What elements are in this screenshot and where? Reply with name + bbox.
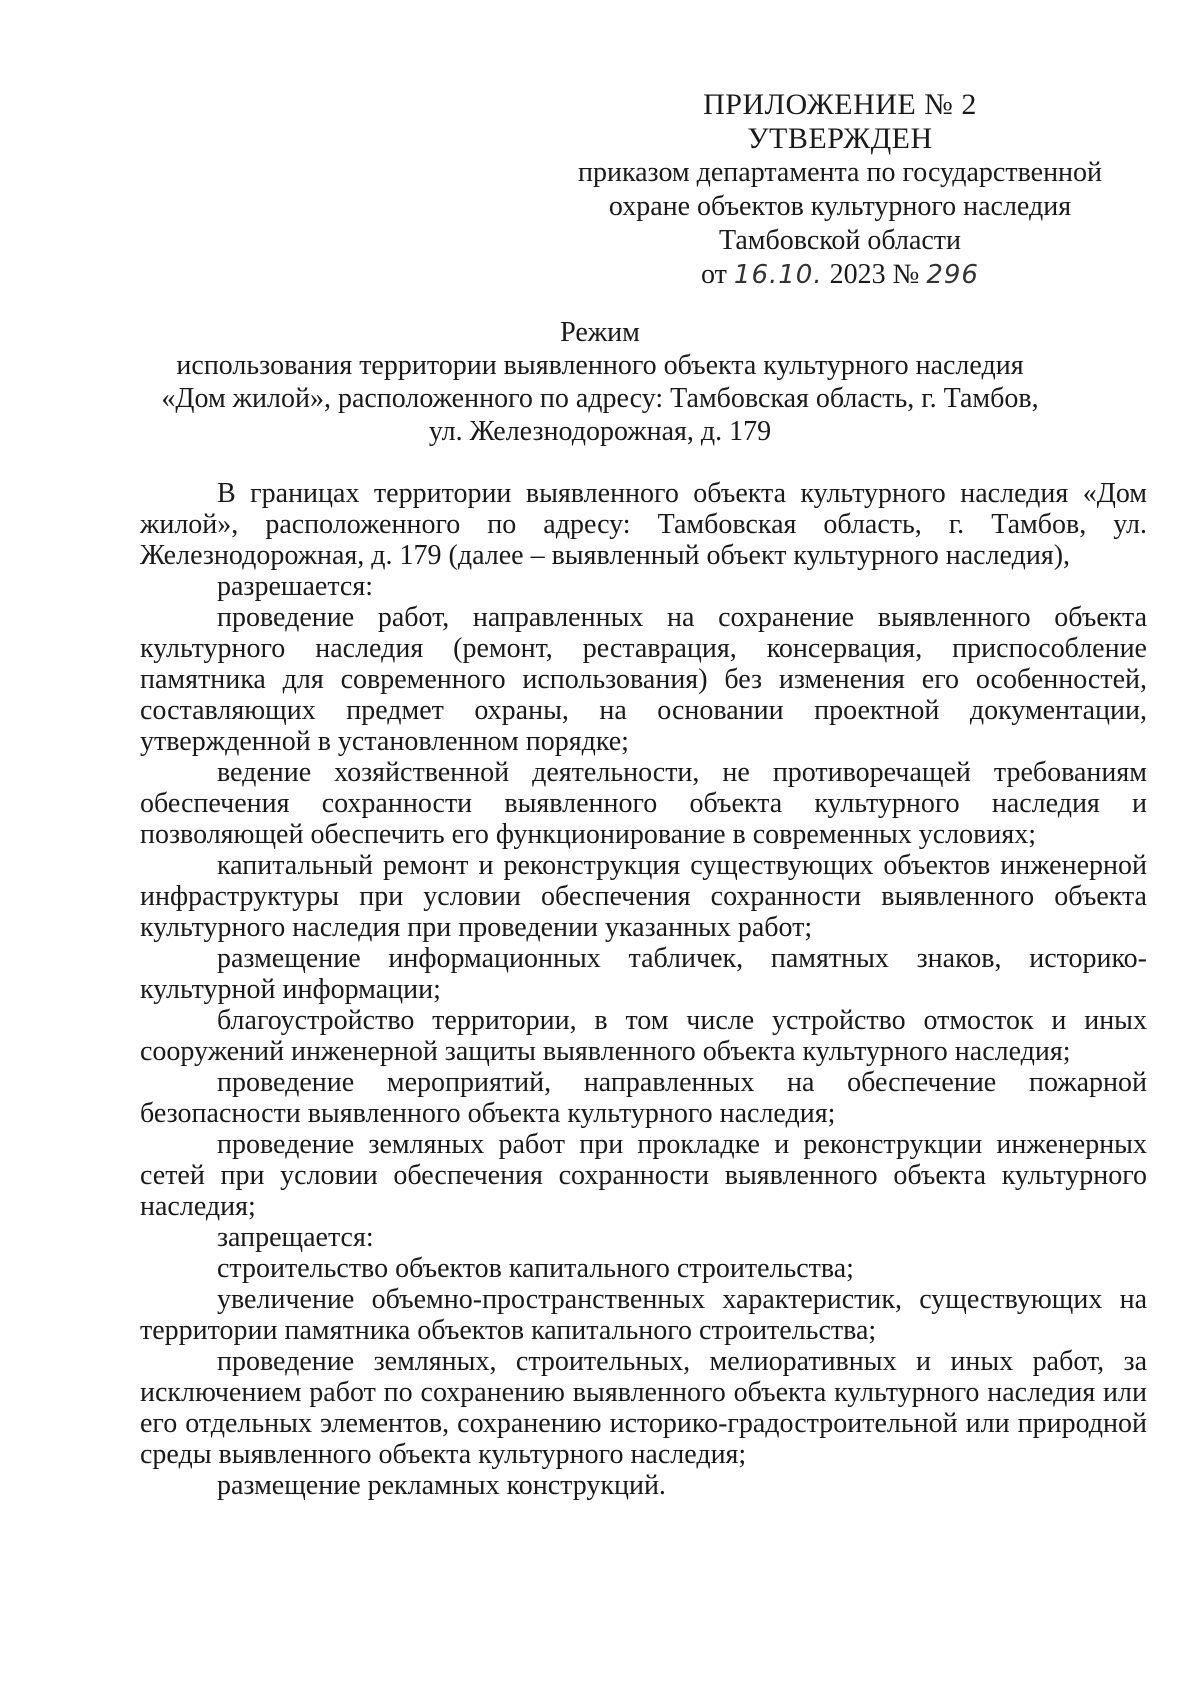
body-paragraph: размещение рекламных конструкций.: [217, 1470, 666, 1501]
body-paragraph: проведение работ, направленных на сохранение выявленного объекта культурного наследия (ремонт, реставрация, консервация, приспособление памятника для современного использования) без изменения его особенностей, составляющих предмет охраны, на основании проектной документации, утвержденной в установленном порядке;: [140, 602, 1147, 757]
body-paragraph: размещение информационных табличек, памятных знаков, историко-культурной информации;: [140, 943, 1147, 1005]
body-paragraph: строительство объектов капитального строительства;: [217, 1253, 854, 1284]
approval-line-3: Тамбовской области: [718, 225, 962, 256]
body-paragraph: проведение земляных работ при прокладке и реконструкции инженерных сетей при условии обеспечения сохранности выявленного объекта культурного наследия;: [140, 1129, 1147, 1222]
approved-label: УТВЕРЖДЕН: [747, 122, 933, 155]
body-paragraph: В границах территории выявленного объекта культурного наследия «Дом жилой», расположенного по адресу: Тамбовская область, г. Тамбов, ул. Железнодорожная, д. 179 (далее – выявленный объект культурного наследия),: [140, 478, 1147, 571]
title-line-1: Режим: [560, 317, 640, 348]
body-paragraph: благоустройство территории, в том числе устройство отмосток и иных сооружений инженерной защиты выявленного объекта культурного наследия;: [140, 1005, 1147, 1067]
body-paragraph: запрещается:: [217, 1222, 374, 1253]
handwritten-number: 296: [926, 260, 979, 290]
body-paragraph: ведение хозяйственной деятельности, не противоречащей требованиям обеспечения сохранности выявленного объекта культурного наследия и позволяющей обеспечить его функционирование в современных условиях;: [140, 757, 1147, 850]
handwritten-date: 16.10.: [733, 260, 823, 290]
document-body: [140, 478, 1147, 1501]
approval-date-line: [560, 258, 1120, 292]
body-paragraph: капитальный ремонт и реконструкция существующих объектов инженерной инфраструктуры при условии обеспечения сохранности выявленного объекта культурного наследия при проведении указанных работ;: [140, 850, 1147, 943]
body-paragraph: увеличение объемно-пространственных характеристик, существующих на территории памятника объектов капитального строительства;: [140, 1284, 1147, 1346]
body-paragraph: разрешается:: [217, 571, 373, 602]
date-year: 2023 №: [829, 259, 920, 290]
body-paragraph: проведение мероприятий, направленных на обеспечение пожарной безопасности выявленного объекта культурного наследия;: [140, 1067, 1147, 1129]
document-title: [140, 316, 1060, 448]
date-prefix: от: [701, 259, 727, 290]
title-line-2: использования территории выявленного объекта культурного наследия: [176, 350, 1024, 381]
title-line-3: «Дом жилой», расположенного по адресу: Тамбовская область, г. Тамбов,: [161, 383, 1039, 414]
approval-header: [560, 88, 1120, 292]
body-paragraph: проведение земляных, строительных, мелиоративных и иных работ, за исключением работ по сохранению выявленного объекта культурного наследия или его отдельных элементов, сохранению историко-градостроительной или природной среды выявленного объекта культурного наследия;: [140, 1346, 1147, 1470]
approval-line-2: охране объектов культурного наследия: [608, 191, 1072, 222]
title-line-4: ул. Железнодорожная, д. 179: [428, 416, 772, 447]
approval-line-1: приказом департамента по государственной: [577, 157, 1103, 188]
appendix-label: ПРИЛОЖЕНИЕ № 2: [703, 88, 977, 121]
